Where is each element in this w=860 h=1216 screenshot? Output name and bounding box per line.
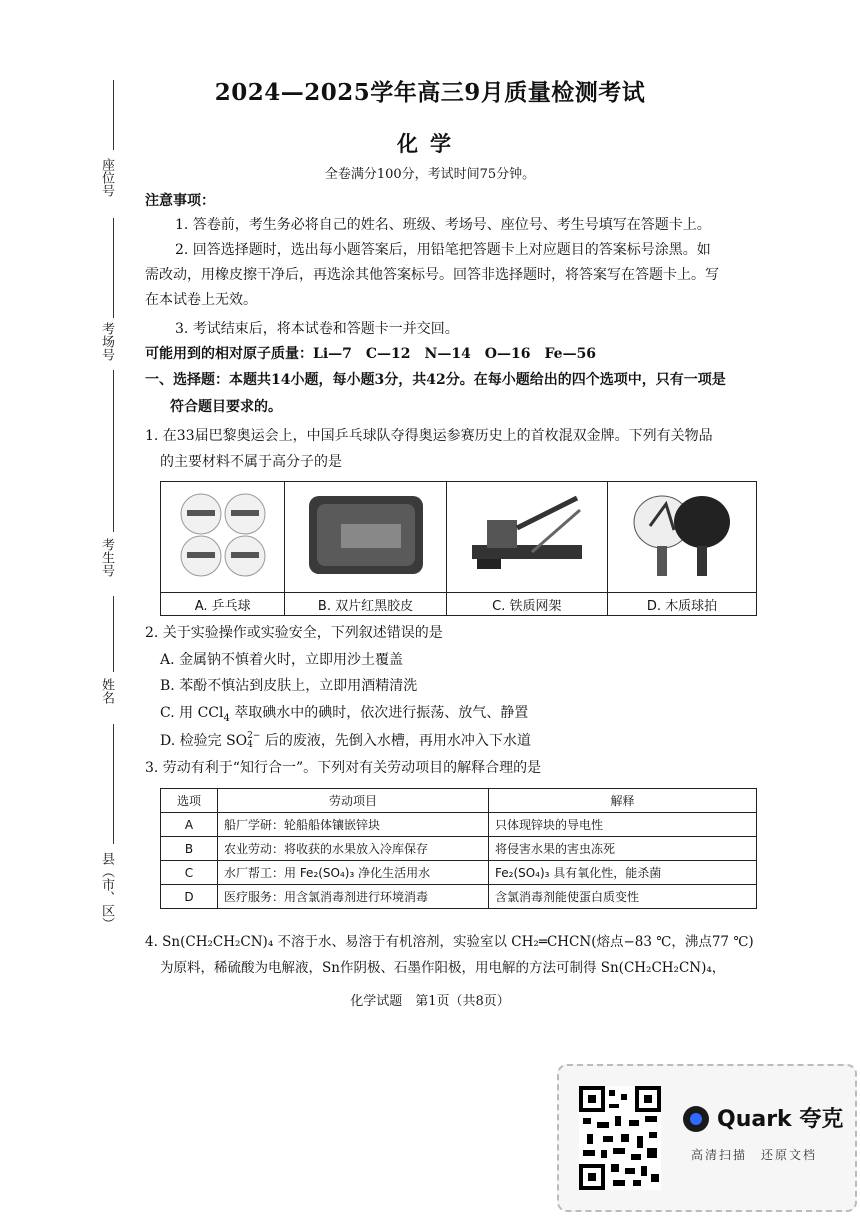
atomic-mass-line <box>145 344 596 364</box>
binding-line <box>113 218 114 318</box>
q3-stem: 3. 劳动有利于“知行合一”。下列对有关劳动项目的解释合理的是 <box>145 760 542 776</box>
notes-heading: 注意事项： <box>145 193 215 209</box>
q1-line-2: 的主要材料不属于高分子的是 <box>160 454 342 470</box>
q2-d-post: 后的废液，先倒入水槽，再用水冲入下水道 <box>260 733 531 749</box>
page-footer: 化学试题 第1页（共8页） <box>350 994 510 1009</box>
table-cell: 医疗服务：用含氯消毒剂进行环境消毒 <box>218 885 489 909</box>
table-cell: Fe₂(SO₄)₃ 具有氧化性，能杀菌 <box>489 861 757 885</box>
table-cell: 船厂学研：轮船船体镶嵌锌块 <box>218 813 489 837</box>
q2-c-pre: C. 用 CCl <box>160 705 224 721</box>
quark-brand: Quark 夸克 <box>717 1107 844 1132</box>
q3-table <box>160 788 757 909</box>
q2-option-a: A. 金属钠不慎着火时，立即用沙土覆盖 <box>160 652 404 668</box>
q2-stem: 2. 关于实验操作或实验安全，下列叙述错误的是 <box>145 625 443 641</box>
exam-number-label: 考生号 <box>99 538 114 577</box>
qr-code-icon <box>579 1086 661 1190</box>
wooden-paddle-image <box>607 482 756 593</box>
ping-pong-balls-image <box>161 482 285 593</box>
exam-title: 2024—2025学年高三9月质量检测考试 <box>214 79 646 106</box>
q1-option-d: D. 木质球拍 <box>607 593 756 616</box>
q4-line-2: 为原料，稀硫酸为电解液，Sn作阴极、石墨作阳极，用电解的方法可制得 Sn(CH₂CH₂CN)₄， <box>160 960 726 976</box>
table-row <box>161 813 757 837</box>
q2-option-b: B. 苯酚不慎沾到皮肤上，立即用酒精清洗 <box>160 678 418 694</box>
rubber-sheet-image <box>285 482 446 593</box>
q1-image-table <box>160 481 757 616</box>
county-label: 县（市、区） <box>99 852 114 930</box>
q2-d-sup: 2− <box>247 731 261 741</box>
exam-info: 全卷满分100分，考试时间75分钟。 <box>324 167 536 182</box>
section-1-line-1: 一、选择题：本题共14小题，每小题3分，共42分。在每小题给出的四个选项中，只有一项是 <box>145 372 726 388</box>
binding-line <box>113 370 114 532</box>
binding-line <box>113 596 114 672</box>
q2-option-d <box>160 731 531 751</box>
table-row <box>161 885 757 909</box>
q4-line-1: 4. Sn(CH₂CH₂CN)₄ 不溶于水、易溶于有机溶剂，实验室以 CH₂═CHCN(熔点−83 ℃，沸点77 ℃) <box>145 934 754 950</box>
quark-watermark <box>557 1064 857 1212</box>
table-row <box>161 837 757 861</box>
table-header-cell: 选项 <box>161 789 218 813</box>
note-1: 1. 答卷前，考生务必将自己的姓名、班级、考场号、座位号、考生号填写在答题卡上。 <box>175 217 711 233</box>
q2-d-pre: D. 检验完 SO <box>160 733 248 749</box>
binding-line <box>113 724 114 844</box>
table-cell: 含氯消毒剂能使蛋白质变性 <box>489 885 757 909</box>
q1-line-1: 1. 在33届巴黎奥运会上，中国乒乓球队夺得奥运参赛历史上的首枚混双金牌。下列有关物品 <box>145 428 713 444</box>
exam-room-label: 考场号 <box>99 322 114 361</box>
section-1-line-2: 符合题目要求的。 <box>170 399 282 415</box>
table-cell: 将侵害水果的害虫冻死 <box>489 837 757 861</box>
q2-c-post: 萃取碘水中的碘时，依次进行振荡、放气、静置 <box>229 705 529 721</box>
table-cell: D <box>161 885 218 909</box>
table-cell: B <box>161 837 218 861</box>
quark-tagline: 高清扫描 还原文档 <box>691 1148 818 1162</box>
quark-logo-icon <box>681 1104 711 1134</box>
table-header-row <box>161 789 757 813</box>
q2-option-c <box>160 703 528 729</box>
note-2-line-3: 在本试卷上无效。 <box>145 292 257 308</box>
q2-d-sub: 4 <box>247 740 253 750</box>
table-cell: 农业劳动：将收获的水果放入冷库保存 <box>218 837 489 861</box>
note-3: 3. 考试结束后，将本试卷和答题卡一并交回。 <box>175 321 459 337</box>
table-header-cell: 解释 <box>489 789 757 813</box>
atomic-mass-text: 可能用到的相对原子质量：Li—7 C—12 N—14 O—16 Fe—56 <box>145 346 597 362</box>
table-cell: 水厂帮工：用 Fe₂(SO₄)₃ 净化生活用水 <box>218 861 489 885</box>
iron-net-frame-image <box>446 482 607 593</box>
note-2-line-2: 需改动，用橡皮擦干净后，再选涂其他答案标号。回答非选择题时，将答案写在答题卡上。写 <box>145 267 719 283</box>
table-cell: C <box>161 861 218 885</box>
q1-option-c: C. 铁质网架 <box>446 593 607 616</box>
q2-c-sub: 4 <box>223 712 230 724</box>
table-cell: A <box>161 813 218 837</box>
table-row <box>161 861 757 885</box>
table-header-cell: 劳动项目 <box>218 789 489 813</box>
q1-option-b: B. 双片红黑胶皮 <box>285 593 446 616</box>
seat-number-label: 座位号 <box>99 158 114 197</box>
q1-option-a: A. 乒乓球 <box>161 593 285 616</box>
name-label: 姓名 <box>99 678 114 704</box>
subject-title: 化学 <box>397 131 463 156</box>
table-cell: 只体现锌块的导电性 <box>489 813 757 837</box>
note-2-line-1: 2. 回答选择题时，选出每小题答案后，用铅笔把答题卡上对应题目的答案标号涂黑。如 <box>175 242 711 258</box>
